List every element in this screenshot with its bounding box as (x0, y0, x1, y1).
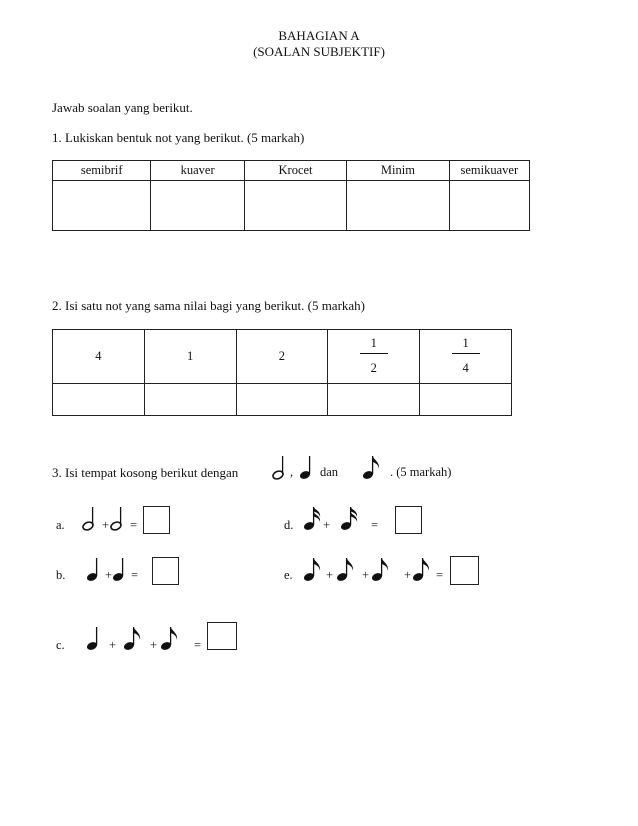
header-cell: Minim (347, 161, 449, 181)
answer-box-e[interactable] (450, 556, 479, 585)
answer-box-c[interactable] (207, 622, 237, 650)
equals-sign: = (436, 568, 444, 582)
answer-cell[interactable] (53, 181, 151, 231)
label-c: c. (56, 638, 65, 652)
semiquaver-note-icon (340, 505, 360, 532)
crotchet-note-icon (86, 625, 106, 652)
header-title: BAHAGIAN A (278, 28, 360, 43)
answer-cell[interactable] (151, 181, 244, 231)
quaver-note-icon (303, 556, 323, 583)
label-b: b. (56, 568, 66, 582)
crotchet-note-icon (112, 556, 132, 583)
answer-box-b[interactable] (152, 557, 179, 585)
plus-sign: + (326, 568, 334, 582)
answer-cell[interactable] (420, 384, 512, 416)
plus-sign: + (362, 568, 370, 582)
instruction: Jawab soalan yang berikut. (52, 100, 193, 115)
plus-sign: + (102, 518, 110, 532)
answer-cell[interactable] (244, 181, 346, 231)
value-cell: 4 (53, 330, 145, 384)
fraction-numerator: 1 (370, 335, 377, 350)
value-cell: 2 (236, 330, 328, 384)
fraction-cell (420, 330, 512, 384)
label-a: a. (56, 518, 65, 532)
and-text: dan (320, 465, 339, 479)
comma: , (290, 465, 294, 479)
note-value-table (52, 329, 512, 416)
minim-note-icon (110, 505, 130, 532)
fraction-denominator: 4 (462, 361, 469, 376)
quaver-note-icon (336, 556, 356, 583)
crotchet-note-icon (299, 454, 319, 481)
semiquaver-note-icon (303, 505, 323, 532)
header-cell: kuaver (151, 161, 244, 181)
minim-note-icon (82, 505, 102, 532)
crotchet-note-icon (86, 556, 106, 583)
answer-cell[interactable] (144, 384, 236, 416)
question-3-text: 3. Isi tempat kosong berikut dengan (52, 465, 239, 480)
label-e: e. (284, 568, 293, 582)
header-cell: Krocet (244, 161, 346, 181)
answer-cell[interactable] (328, 384, 420, 416)
answer-cell[interactable] (236, 384, 328, 416)
fraction-cell (328, 330, 420, 384)
fraction-quarter (452, 337, 480, 375)
marks-text: . (5 markah) (390, 465, 452, 479)
answer-box-d[interactable] (395, 506, 422, 534)
answer-row (53, 384, 512, 416)
quaver-note-icon (123, 625, 143, 652)
header-cell: semibrif (53, 161, 151, 181)
note-drawing-table (52, 160, 530, 231)
answer-cell[interactable] (53, 384, 145, 416)
header-cell: semikuaver (449, 161, 529, 181)
fraction-numerator: 1 (462, 335, 469, 350)
plus-sign: + (109, 638, 117, 652)
header-subtitle: (SOALAN SUBJEKTIF) (253, 44, 385, 59)
question-2-text: 2. Isi satu not yang sama nilai bagi yang berikut. (5 markah) (52, 298, 366, 313)
quaver-note-icon (371, 556, 391, 583)
fraction-half (360, 337, 388, 375)
plus-sign: + (150, 638, 158, 652)
quaver-note-icon (412, 556, 432, 583)
value-cell: 1 (144, 330, 236, 384)
equals-sign: = (131, 568, 139, 582)
equals-sign: = (130, 518, 138, 532)
table-header-row (53, 330, 512, 384)
label-d: d. (284, 518, 294, 532)
quaver-note-icon (362, 454, 382, 481)
plus-sign: + (105, 568, 113, 582)
table-header-row (53, 161, 530, 181)
plus-sign: + (323, 518, 331, 532)
equals-sign: = (371, 518, 379, 532)
question-1-text: 1. Lukiskan bentuk not yang berikut. (5 markah) (52, 130, 305, 145)
fraction-denominator: 2 (370, 361, 377, 376)
plus-sign: + (404, 568, 412, 582)
quaver-note-icon (160, 625, 180, 652)
answer-row (53, 181, 530, 231)
answer-cell[interactable] (347, 181, 449, 231)
equals-sign: = (194, 638, 202, 652)
answer-cell[interactable] (449, 181, 529, 231)
answer-box-a[interactable] (143, 506, 170, 534)
minim-note-icon (272, 454, 292, 481)
